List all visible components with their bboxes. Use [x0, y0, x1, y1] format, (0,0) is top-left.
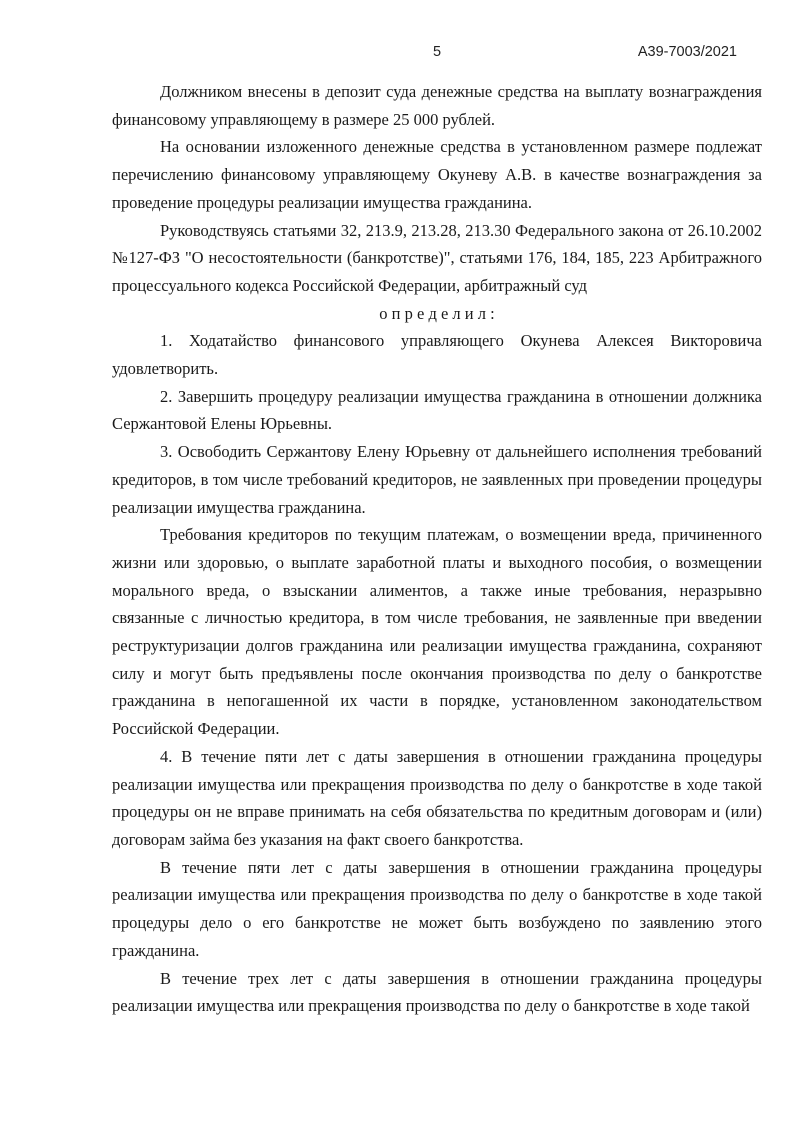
ruling-text	[112, 78, 762, 1020]
paragraph-five-years: В течение пяти лет с даты завершения в отношении гражданина процедуры реализации имущества или прекращения производства по делу о банкротстве в ходе такой процедуры дело о его банкротстве не может быть возбуждено по заявлению этого гражданина.	[112, 857, 762, 960]
paragraph-payment-basis: На основании изложенного денежные средства в установленном размере подлежат перечислению финансовому управляющему Окуневу А.В. в качестве вознаграждения за проведение процедуры реализации имущества гражданина.	[112, 137, 762, 212]
paragraph-three-years: В течение трех лет с даты завершения в отношении гражданина процедуры реализации имущества или прекращения производства по делу о банкротстве в ходе такой	[112, 968, 762, 1016]
case-number: А39-7003/2021	[637, 44, 737, 60]
resolution-word: о п р е д е л и л :	[379, 303, 495, 323]
ruling-item-1: 1. Ходатайство финансового управляющего Окунева Алексея Викторовича удовлетворить.	[112, 331, 762, 379]
page-number: 5	[432, 44, 442, 60]
paragraph-deposit: Должником внесены в депозит суда денежные средства на выплату вознаграждения финансовому управляющему в размере 25 000 рублей.	[112, 82, 762, 129]
paragraph-legal-grounds: Руководствуясь статьями 32, 213.9, 213.28, 213.30 Федерального закона от 26.10.2002 №127-ФЗ "О несостоятельности (банкротстве)", статьями 176, 184, 185, 223 Арбитражного процессуального кодекса Российской Федерации, арбитражный суд	[112, 220, 762, 295]
paragraph-creditor-claims: Требования кредиторов по текущим платежам, о возмещении вреда, причиненного жизни или здоровью, о выплате заработной платы и выходного пособия, о возмещении морального вреда, о взыскании алиментов, а также иные требования, неразрывно связанные с личностью кредитора, в том числе требования, не заявленные при введении реструктуризации долгов гражданина или реализации имущества гражданина, сохраняют силу и могут быть предъявлены после окончания производства по делу о банкротстве гражданина в непогашенной их части в порядке, установленном законодательством Российской Федерации.	[112, 525, 762, 739]
ruling-item-4: 4. В течение пяти лет с даты завершения в отношении гражданина процедуры реализации имущества или прекращения производства по делу о банкротстве в ходе такой процедуры он не вправе принимать на себя обязательства по кредитным договорам и (или) договорам займа без указания на факт своего банкротства.	[112, 746, 762, 849]
page-content	[112, 44, 762, 1020]
page-header	[112, 44, 762, 60]
ruling-item-2: 2. Завершить процедуру реализации имущества гражданина в отношении должника Сержантовой Елены Юрьевны.	[112, 386, 762, 434]
ruling-item-3: 3. Освободить Сержантову Елену Юрьевну от дальнейшего исполнения требований кредиторов, в том числе требований кредиторов, не заявленных при проведении процедуры реализации имущества гражданина.	[112, 442, 762, 517]
